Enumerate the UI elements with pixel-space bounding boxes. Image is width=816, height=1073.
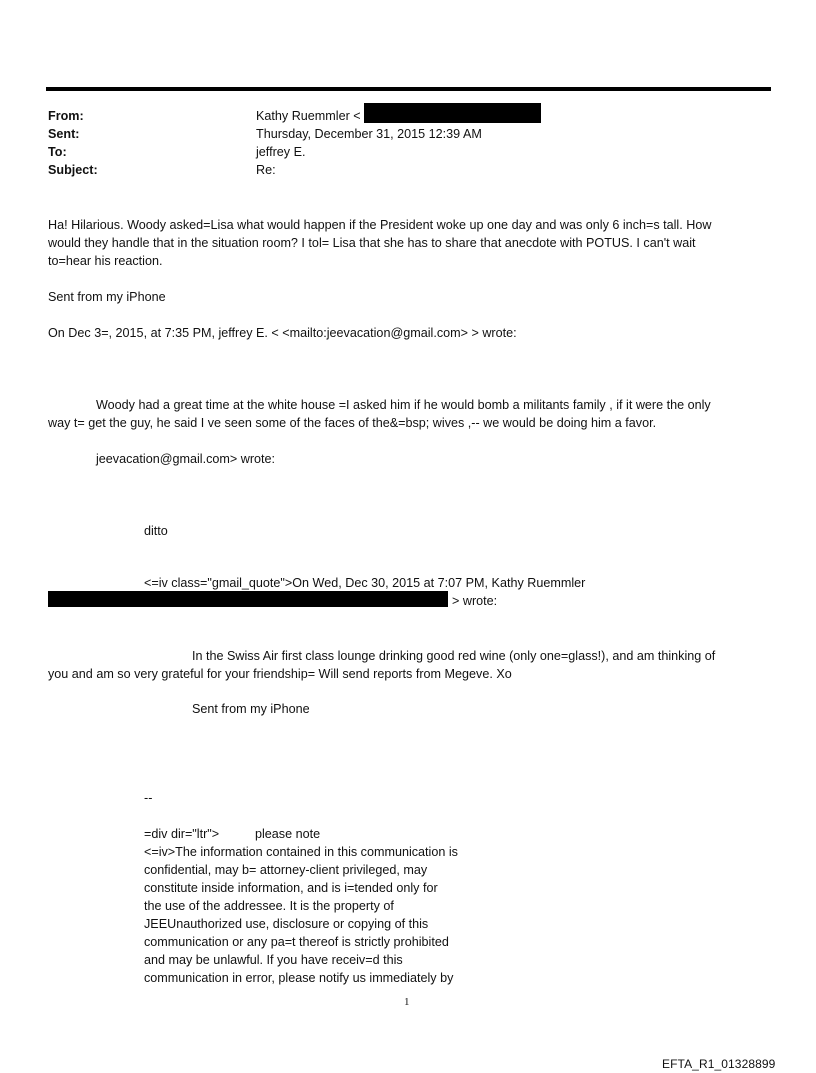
header-rule (46, 87, 771, 91)
confidentiality-line8: communication in error, please notify us immediately by (144, 971, 454, 985)
confidentiality-line3: constitute inside information, and is i=tended only for (144, 881, 438, 895)
confidentiality-line5: JEEUnauthorized use, disclosure or copying of this (144, 917, 429, 931)
div-ltr-line: =div dir="ltr"> (144, 827, 220, 841)
ditto-line: ditto (144, 524, 168, 538)
gmail-quote-wrote: > wrote: (452, 594, 498, 608)
body-para1-line2: would they handle that in the situation room? I tol= Lisa that she has to share that anecdote with POTUS. I can't wait (48, 236, 696, 250)
reply-attribution: On Dec 3=, 2015, at 7:35 PM, jeffrey E. < <mailto:jeevacation@gmail.com> > wrote: (48, 326, 517, 340)
sent-value: Thursday, December 31, 2015 12:39 AM (256, 127, 482, 141)
to-value: jeffrey E. (256, 145, 306, 159)
jee-wrote-line: jeevacation@gmail.com> wrote: (96, 452, 276, 466)
woody-line1: Woody had a great time at the white house =I asked him if he would bomb a militants family , if it were the only (96, 398, 711, 412)
body-para1-line3: to=hear his reaction. (48, 254, 163, 268)
page-number: 1 (404, 996, 410, 1008)
woody-line2: way t= get the guy, he said I ve seen some of the faces of the&=bsp; wives ,-- we would be doing him a favor. (48, 416, 657, 430)
confidentiality-line1: <=iv>The information contained in this communication is (144, 845, 458, 859)
subject-label: Subject: (48, 163, 98, 177)
sent-from-iphone-1: Sent from my iPhone (48, 290, 166, 304)
confidentiality-line2: confidential, may b= attorney-client privileged, may (144, 863, 428, 877)
confidentiality-line6: communication or any pa=t thereof is strictly prohibited (144, 935, 449, 949)
please-note: please note (255, 827, 321, 841)
document-id-footer: EFTA_R1_01328899 (662, 1057, 776, 1071)
body-para1-line1: Ha! Hilarious. Woody asked=Lisa what would happen if the President woke up one day and was only 6 inch=s tall. How (48, 218, 712, 232)
subject-value: Re: (256, 163, 276, 177)
confidentiality-line7: and may be unlawful. If you have receiv=d this (144, 953, 403, 967)
redaction-quote-email (48, 591, 448, 607)
from-label: From: (48, 109, 84, 123)
redaction-from-email (364, 103, 541, 123)
to-label: To: (48, 145, 67, 159)
from-value: Kathy Ruemmler < (256, 109, 361, 123)
confidentiality-line4: the use of the addressee. It is the property of (144, 899, 394, 913)
sent-from-iphone-2: Sent from my iPhone (192, 702, 310, 716)
signature-dashes: -- (144, 791, 153, 805)
swiss-line2: you and am so very grateful for your friendship= Will send reports from Megeve. Xo (48, 667, 512, 681)
gmail-quote-line: <=iv class="gmail_quote">On Wed, Dec 30, 2015 at 7:07 PM, Kathy Ruemmler (144, 576, 586, 590)
swiss-line1: In the Swiss Air first class lounge drinking good red wine (only one=glass!), and am thinking of (192, 649, 716, 663)
sent-label: Sent: (48, 127, 80, 141)
